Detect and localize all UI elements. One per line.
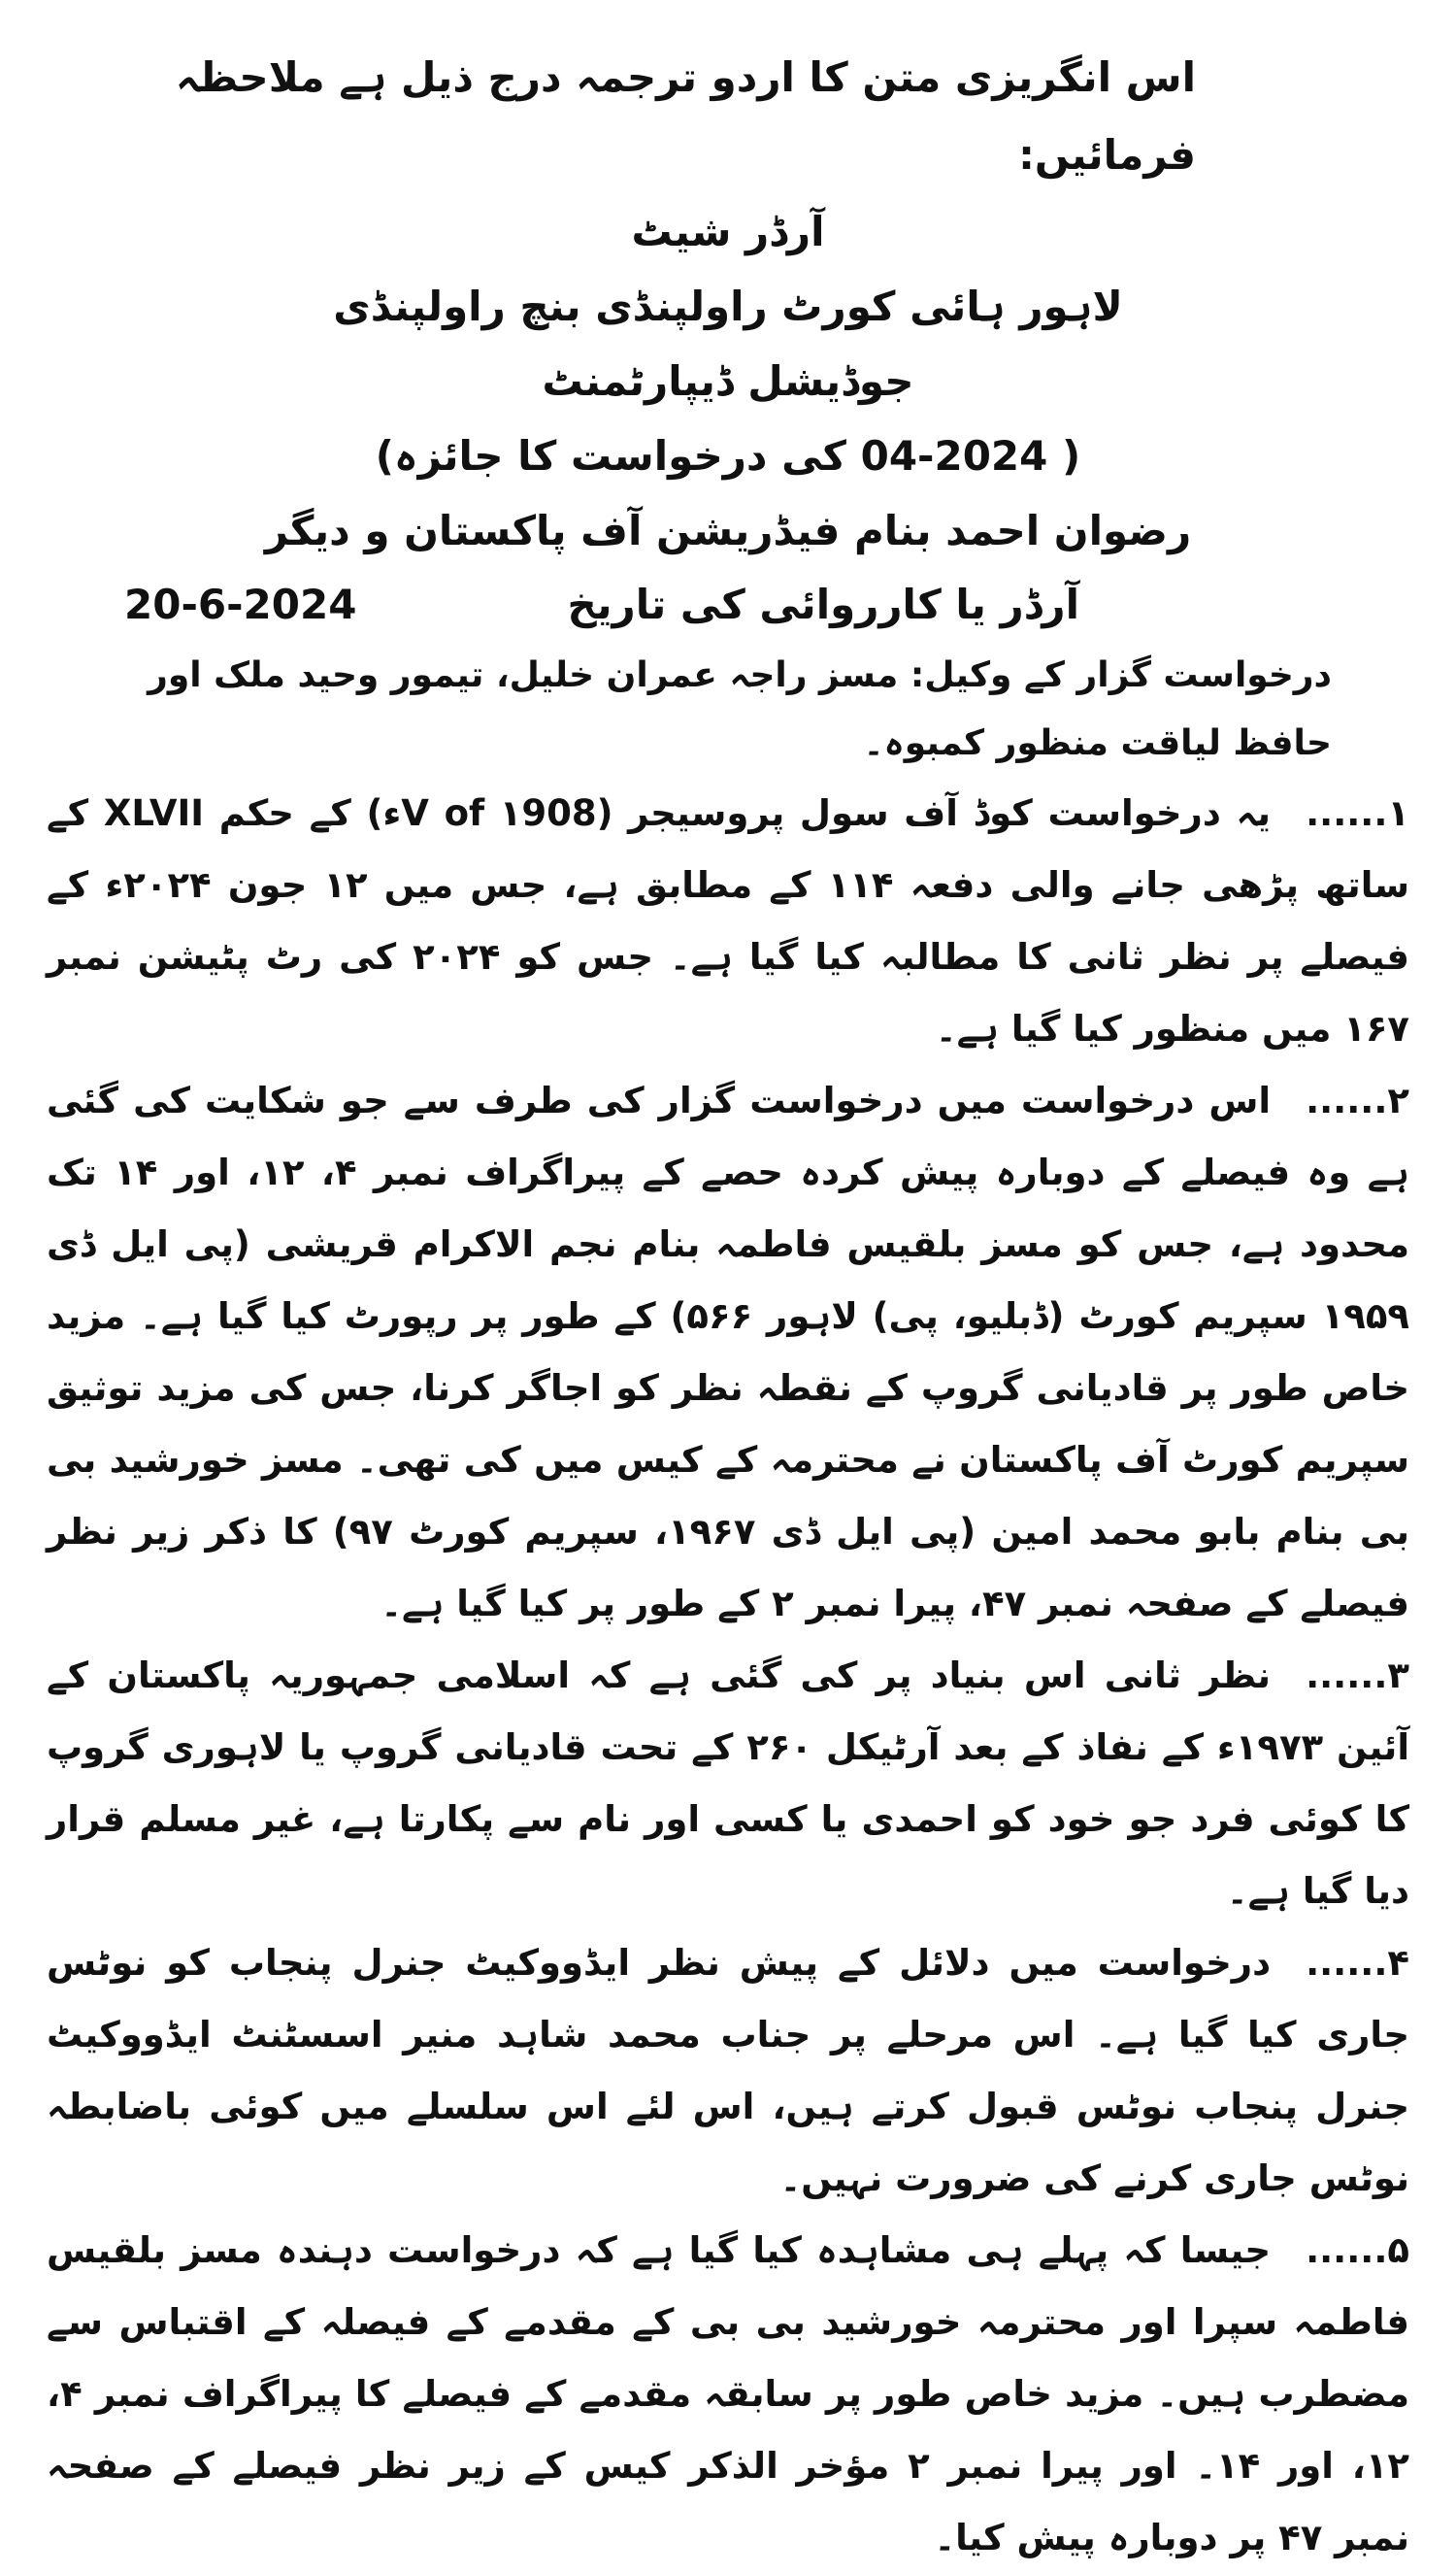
paragraph-1 xyxy=(47,778,1409,1065)
paragraph-2 xyxy=(47,1065,1409,1640)
department-name: جوڈیشل ڈیپارٹمنٹ xyxy=(542,357,914,405)
paragraph-3 xyxy=(47,1640,1409,1927)
paragraph-text: درخواست میں دلائل کے پیش نظر ایڈووکیٹ جنرل پنجاب کو نوٹس جاری کیا گیا ہے۔ اس مرحلے پر جناب محمد شاہد منیر اسسٹنٹ ایڈووکیٹ جنرل پنجاب نوٹس قبول کرتے ہیں، اس لئے اس سلسلے میں کوئی باضابطہ نوٹس جاری کرنے کی ضرورت نہیں۔ xyxy=(47,1942,1409,2199)
court-name: لاہور ہائی کورٹ راولپنڈی بنچ راولپنڈی xyxy=(333,283,1123,330)
order-date-row xyxy=(47,568,1409,642)
order-date-label: آرڈر یا کارروائی کی تاریخ xyxy=(567,581,1079,628)
case-title: رضوان احمد بنام فیڈریشن آف پاکستان و دیگر xyxy=(264,507,1192,554)
paragraph-number: ۱...... xyxy=(1306,792,1410,834)
counsel-line: درخواست گزار کے وکیل: مسز راجہ عمران خلیل، تیمور وحید ملک اور حافظ لیاقت منظور کمبوہ۔ xyxy=(148,655,1332,763)
order-sheet-title: آرڈر شیٹ xyxy=(631,208,825,255)
paragraph-text: نظر ثانی اس بنیاد پر کی گئی ہے کہ اسلامی جمہوریہ پاکستان کے آئین ۱۹۷۳ء کے نفاذ کے بعد آرٹیکل ۲۶۰ کے تحت قادیانی گروپ یا لاہوری گروپ کا کوئی فرد جو خود کو احمدی یا کسی اور نام سے پکارتا ہے، غیر مسلم قرار دیا گیا ہے۔ xyxy=(47,1655,1409,1912)
paragraph-5 xyxy=(47,2215,1409,2574)
order-date: 20-6-2024 xyxy=(124,581,357,628)
intro-line: اس انگریزی متن کا اردو ترجمہ درج ذیل ہے ملاحظہ فرمائیں: xyxy=(175,53,1196,179)
paragraph-text: یہ درخواست کوڈ آف سول پروسیجر (V of ۱908ء) کے حکم XLVII کے ساتھ پڑھی جانے والی دفعہ ۱۱۴ کے مطابق ہے، جس میں ۱۲ جون ۲۰۲۴ء کے فیصلے پر نظر ثانی کا مطالبہ کیا گیا ہے۔ جس کو ۲۰۲۴ کی رٹ پٹیشن نمبر ۱۶۷ میں منظور کیا گیا ہے۔ xyxy=(47,792,1410,1050)
paragraph-text: جیسا کہ پہلے ہی مشاہدہ کیا گیا ہے کہ درخواست دہندہ مسز بلقیس فاطمہ سپرا اور محترمہ خورشید بی بی کے مقدمے کے فیصلہ کے اقتباس سے مضطرب ہیں۔ مزید خاص طور پر سابقہ مقدمے کے فیصلے کا پیراگراف نمبر ۴، ۱۲، اور ۱۴۔ اور پیرا نمبر ۲ مؤخر الذکر کیس کے زیر نظر فیصلے کے صفحہ نمبر ۴۷ پر دوبارہ پیش کیا۔ xyxy=(47,2229,1409,2558)
paragraph-number: ۳...... xyxy=(1306,1655,1409,1696)
paragraph-text: اس درخواست میں درخواست گزار کی طرف سے جو شکایت کی گئی ہے وہ فیصلے کے دوبارہ پیش کردہ حصے کے پیراگراف نمبر ۴، ۱۲، اور ۱۴ تک محدود ہے، جس کو مسز بلقیس فاطمہ بنام نجم الاکرام قریشی (پی ایل ڈی ۱۹۵۹ سپریم کورٹ (ڈبلیو، پی) لاہور ۵۶۶) کے طور پر رپورٹ کیا گیا ہے۔ مزید خاص طور پر قادیانی گروپ کے نقطہ نظر کو اجاگر کرنا، جس کی مزید توثیق سپریم کورٹ آف پاکستان نے محترمہ کے کیس میں کی تھی۔ مسز خورشید بی بی بنام بابو محمد امین (پی ایل ڈی ۱۹۶۷، سپریم کورٹ ۹۷) کا ذکر زیر نظر فیصلے کے صفحہ نمبر ۴۷، پیرا نمبر ۲ کے طور پر کیا گیا ہے۔ xyxy=(47,1080,1410,1624)
paragraph-4 xyxy=(47,1927,1409,2215)
paragraph-number: ۲...... xyxy=(1306,1080,1409,1121)
paragraph-number: ۵...... xyxy=(1306,2229,1409,2271)
paragraph-number: ۴...... xyxy=(1306,1942,1409,1984)
review-application-line: ( 04-2024 کی درخواست کا جائزہ) xyxy=(375,432,1081,480)
